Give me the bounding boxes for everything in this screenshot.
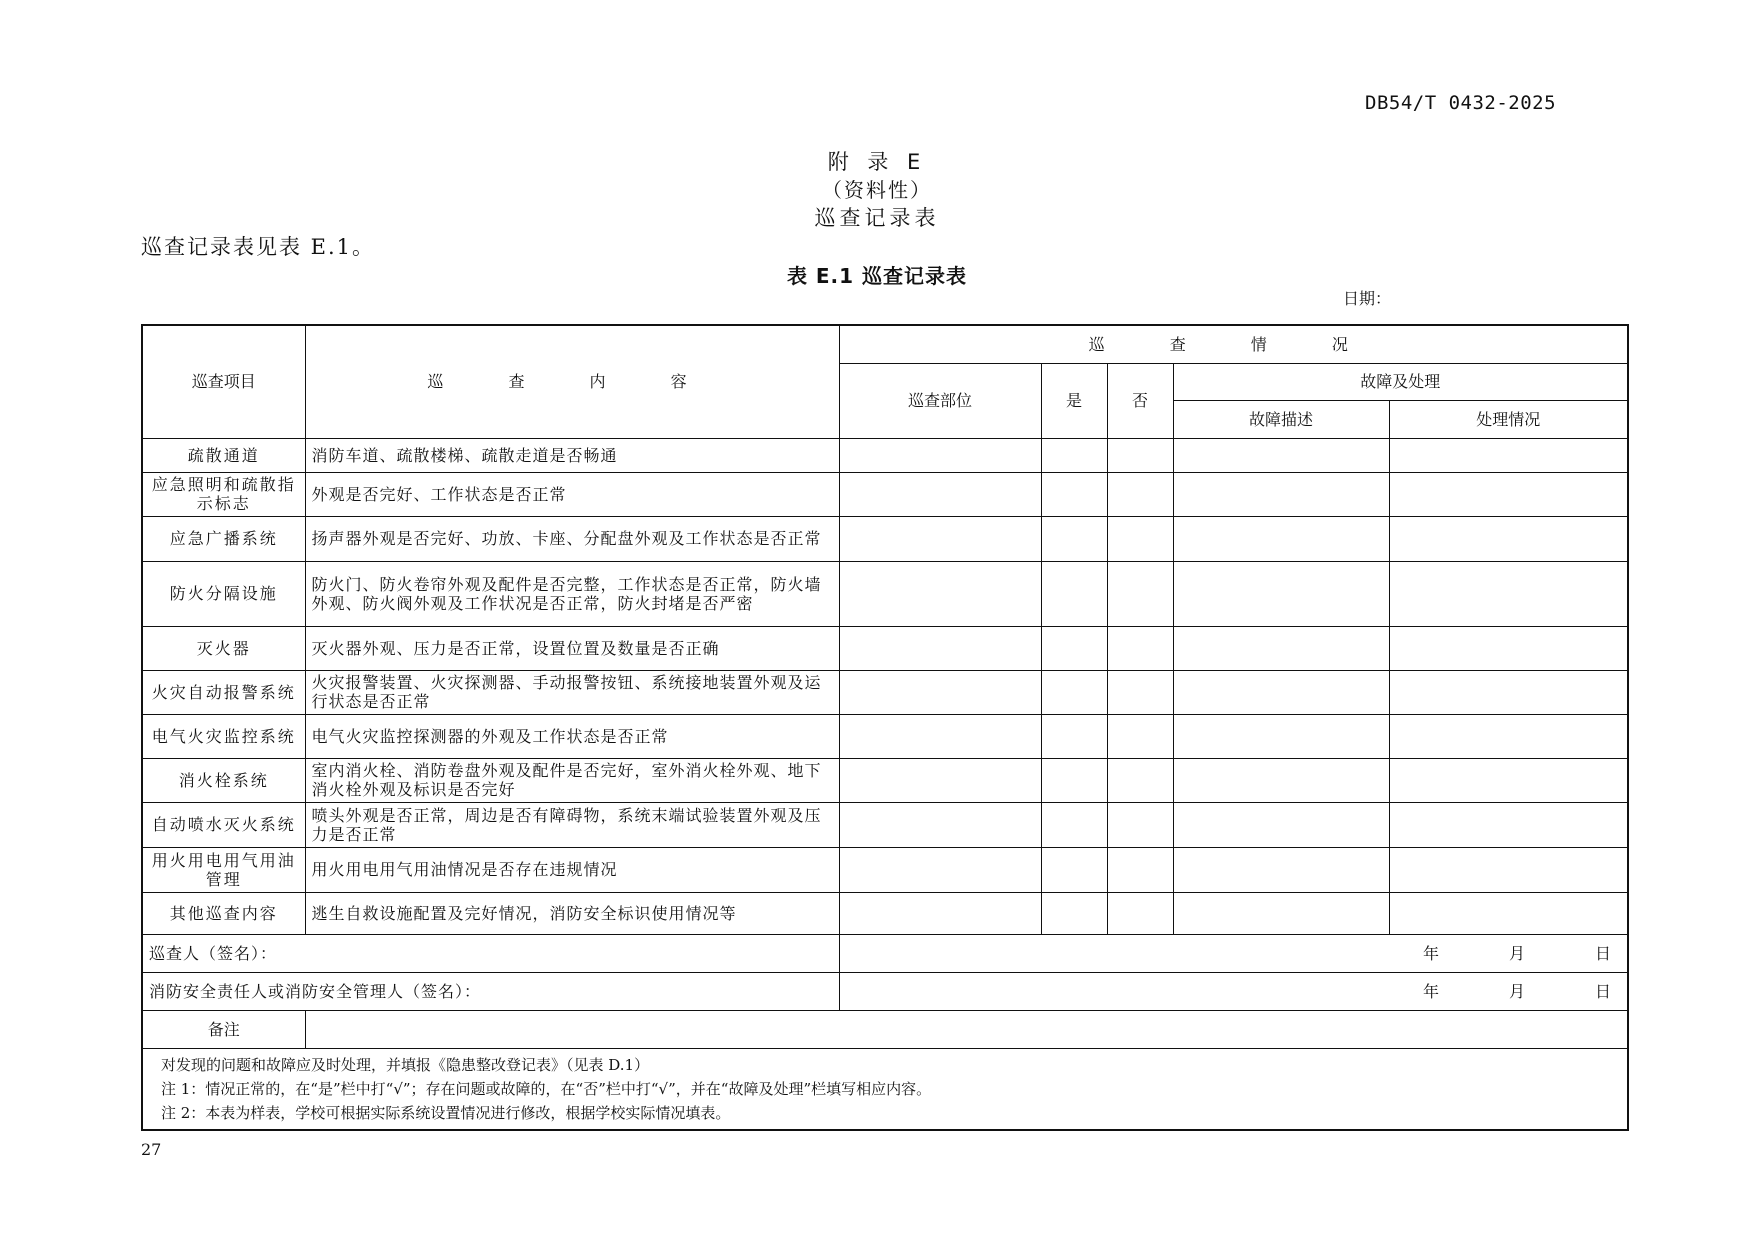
table-row: [142, 472, 1628, 516]
inspection-record-table: [141, 324, 1629, 1131]
row-handling-cell[interactable]: [1389, 802, 1628, 847]
row-yes-cell[interactable]: [1041, 714, 1107, 758]
row-content: 电气火灾监控探测器的外观及工作状态是否正常: [305, 714, 839, 758]
table-row: [142, 670, 1628, 714]
row-item: 应急广播系统: [142, 516, 305, 561]
header-location: 巡查部位: [839, 363, 1041, 438]
remarks-cell[interactable]: [305, 1010, 1628, 1048]
table-row: [142, 516, 1628, 561]
row-yes-cell[interactable]: [1041, 438, 1107, 472]
row-no-cell[interactable]: [1107, 516, 1173, 561]
row-yes-cell[interactable]: [1041, 847, 1107, 892]
table-row: [142, 626, 1628, 670]
row-handling-cell[interactable]: [1389, 892, 1628, 934]
row-fault-desc-cell[interactable]: [1173, 802, 1389, 847]
row-fault-desc-cell[interactable]: [1173, 892, 1389, 934]
row-location-cell[interactable]: [839, 758, 1041, 802]
row-location-cell[interactable]: [839, 670, 1041, 714]
row-location-cell[interactable]: [839, 714, 1041, 758]
row-location-cell[interactable]: [839, 438, 1041, 472]
row-handling-cell[interactable]: [1389, 561, 1628, 626]
table-row: [142, 892, 1628, 934]
row-location-cell[interactable]: [839, 802, 1041, 847]
date-month-label: 月: [1509, 981, 1526, 1001]
row-fault-desc-cell[interactable]: [1173, 670, 1389, 714]
row-fault-desc-cell[interactable]: [1173, 472, 1389, 516]
row-location-cell[interactable]: [839, 561, 1041, 626]
row-item: 消火栓系统: [142, 758, 305, 802]
row-no-cell[interactable]: [1107, 438, 1173, 472]
table-row: [142, 802, 1628, 847]
row-content: 防火门、防火卷帘外观及配件是否完整，工作状态是否正常，防火墙外观、防火阀外观及工作状况是否正常，防火封堵是否严密: [305, 561, 839, 626]
inspector-signature-label: 巡查人（签名）：: [142, 934, 839, 972]
header-handling: 处理情况: [1389, 400, 1628, 438]
row-fault-desc-cell[interactable]: [1173, 758, 1389, 802]
header-yes: 是: [1041, 363, 1107, 438]
row-yes-cell[interactable]: [1041, 670, 1107, 714]
header-fault: 故障及处理: [1173, 363, 1628, 400]
row-handling-cell[interactable]: [1389, 438, 1628, 472]
row-content: 灭火器外观、压力是否正常，设置位置及数量是否正确: [305, 626, 839, 670]
row-item: 其他巡查内容: [142, 892, 305, 934]
row-yes-cell[interactable]: [1041, 561, 1107, 626]
row-item: 防火分隔设施: [142, 561, 305, 626]
row-handling-cell[interactable]: [1389, 847, 1628, 892]
document-code: DB54/T 0432-2025: [1365, 92, 1557, 114]
row-no-cell[interactable]: [1107, 561, 1173, 626]
table-row: [142, 714, 1628, 758]
inspector-signature-row: [142, 934, 1628, 972]
date-year-label: 年: [1423, 981, 1440, 1001]
row-no-cell[interactable]: [1107, 847, 1173, 892]
header-situation: 巡 查 情 况: [839, 325, 1628, 363]
manager-signature-label: 消防安全责任人或消防安全管理人（签名）：: [142, 972, 839, 1010]
page-number: 27: [141, 1140, 162, 1159]
table-row: [142, 561, 1628, 626]
row-yes-cell[interactable]: [1041, 472, 1107, 516]
date-label: 日期：: [1343, 289, 1392, 308]
header-no: 否: [1107, 363, 1173, 438]
row-item: 自动喷水灭火系统: [142, 802, 305, 847]
notes-cell: [142, 1048, 1628, 1130]
row-content: 外观是否完好、工作状态是否正常: [305, 472, 839, 516]
date-day-label: 日: [1595, 943, 1612, 963]
row-item: 灭火器: [142, 626, 305, 670]
row-no-cell[interactable]: [1107, 670, 1173, 714]
row-item: 电气火灾监控系统: [142, 714, 305, 758]
table-row: [142, 438, 1628, 472]
header-fault-desc: 故障描述: [1173, 400, 1389, 438]
row-content: 喷头外观是否正常，周边是否有障碍物，系统末端试验装置外观及压力是否正常: [305, 802, 839, 847]
header-content: 巡 查 内 容: [305, 325, 839, 438]
appendix-type: （资料性）: [822, 178, 932, 202]
row-no-cell[interactable]: [1107, 472, 1173, 516]
row-fault-desc-cell[interactable]: [1173, 516, 1389, 561]
row-yes-cell[interactable]: [1041, 802, 1107, 847]
row-yes-cell[interactable]: [1041, 516, 1107, 561]
row-handling-cell[interactable]: [1389, 670, 1628, 714]
header-item: 巡查项目: [142, 325, 305, 438]
row-item: 应急照明和疏散指示标志: [142, 472, 305, 516]
appendix-title: 附 录 E: [827, 150, 927, 174]
row-location-cell[interactable]: [839, 472, 1041, 516]
table-row: [142, 847, 1628, 892]
manager-signature-row: [142, 972, 1628, 1010]
row-fault-desc-cell[interactable]: [1173, 847, 1389, 892]
row-content: 消防车道、疏散楼梯、疏散走道是否畅通: [305, 438, 839, 472]
date-day-label: 日: [1595, 981, 1612, 1001]
remarks-row: [142, 1010, 1628, 1048]
row-item: 疏散通道: [142, 438, 305, 472]
row-location-cell[interactable]: [839, 516, 1041, 561]
note-line: 对发现的问题和故障应及时处理，并填报《隐患整改登记表》（见表 D.1）: [161, 1055, 650, 1074]
notes-row: [142, 1048, 1628, 1130]
note-line: 注 2：本表为样表，学校可根据实际系统设置情况进行修改，根据学校实际情况填表。: [161, 1103, 731, 1122]
header-row-1: [142, 325, 1628, 363]
intro-text: 巡查记录表见表 E.1。: [141, 235, 376, 259]
row-yes-cell[interactable]: [1041, 758, 1107, 802]
row-handling-cell[interactable]: [1389, 472, 1628, 516]
row-yes-cell[interactable]: [1041, 626, 1107, 670]
row-fault-desc-cell[interactable]: [1173, 714, 1389, 758]
row-content: 逃生自救设施配置及完好情况，消防安全标识使用情况等: [305, 892, 839, 934]
row-handling-cell[interactable]: [1389, 516, 1628, 561]
row-handling-cell[interactable]: [1389, 626, 1628, 670]
date-month-label: 月: [1509, 943, 1526, 963]
appendix-name: 巡查记录表: [814, 206, 940, 230]
row-fault-desc-cell[interactable]: [1173, 561, 1389, 626]
remarks-label: 备注: [142, 1010, 305, 1048]
row-content: 火灾报警装置、火灾探测器、手动报警按钮、系统接地装置外观及运行状态是否正常: [305, 670, 839, 714]
row-fault-desc-cell[interactable]: [1173, 438, 1389, 472]
row-item: 火灾自动报警系统: [142, 670, 305, 714]
row-no-cell[interactable]: [1107, 626, 1173, 670]
row-location-cell[interactable]: [839, 626, 1041, 670]
date-year-label: 年: [1423, 943, 1440, 963]
inspector-signature-date-cell[interactable]: [839, 934, 1628, 972]
row-yes-cell[interactable]: [1041, 892, 1107, 934]
row-handling-cell[interactable]: [1389, 714, 1628, 758]
manager-signature-date-cell[interactable]: [839, 972, 1628, 1010]
row-content: 扬声器外观是否完好、功放、卡座、分配盘外观及工作状态是否正常: [305, 516, 839, 561]
row-no-cell[interactable]: [1107, 892, 1173, 934]
row-location-cell[interactable]: [839, 847, 1041, 892]
table-caption: 表 E.1 巡查记录表: [786, 264, 968, 288]
row-handling-cell[interactable]: [1389, 758, 1628, 802]
row-content: 用火用电用气用油情况是否存在违规情况: [305, 847, 839, 892]
row-item: 用火用电用气用油管理: [142, 847, 305, 892]
row-fault-desc-cell[interactable]: [1173, 626, 1389, 670]
row-no-cell[interactable]: [1107, 802, 1173, 847]
row-no-cell[interactable]: [1107, 714, 1173, 758]
row-location-cell[interactable]: [839, 892, 1041, 934]
table-row: [142, 758, 1628, 802]
row-content: 室内消火栓、消防卷盘外观及配件是否完好，室外消火栓外观、地下消火栓外观及标识是否完好: [305, 758, 839, 802]
row-no-cell[interactable]: [1107, 758, 1173, 802]
note-line: 注 1：情况正常的，在“是”栏中打“√”；存在问题或故障的，在“否”栏中打“√”，并在“故障及处理”栏填写相应内容。: [161, 1079, 932, 1098]
